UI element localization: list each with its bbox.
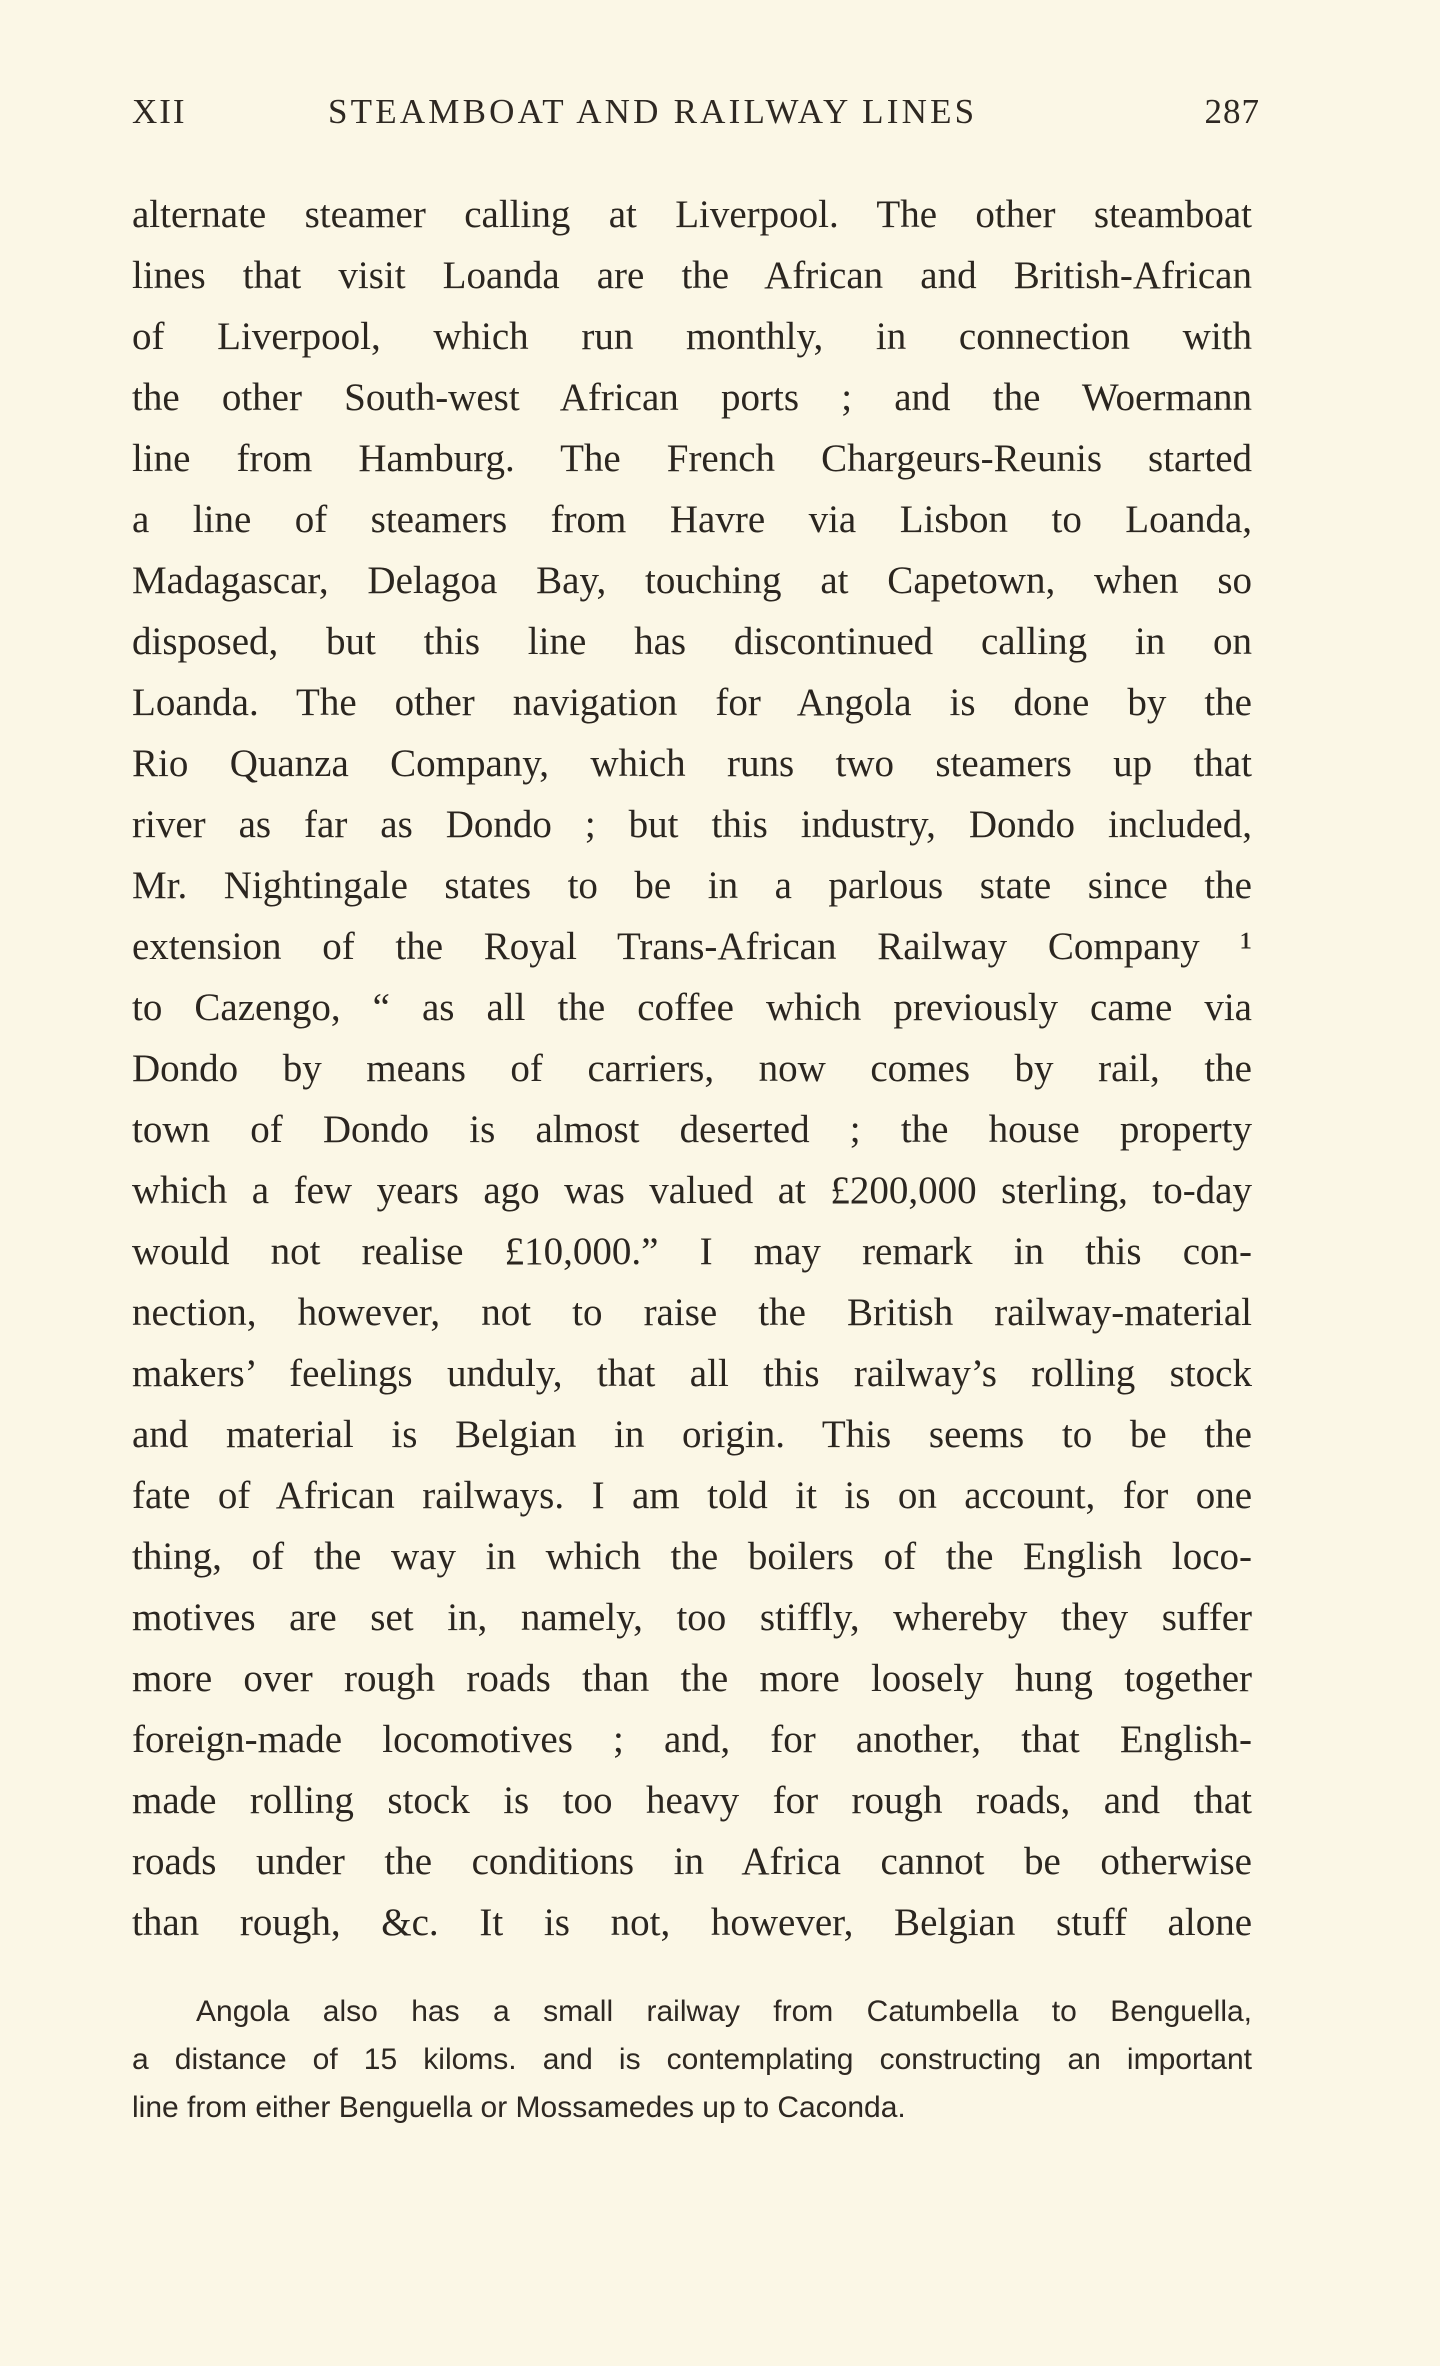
text-line: extension of the Royal Trans-African Railway Company ¹: [132, 925, 1252, 968]
text-line: would not realise £10,000.” I may remark in this con-: [132, 1230, 1252, 1273]
running-header: [132, 92, 1260, 152]
chapter-number: XII: [132, 92, 187, 131]
text-line: town of Dondo is almost deserted ; the house property: [132, 1108, 1252, 1151]
footnote-line: line from either Benguella or Mossamedes up to Caconda.: [132, 2091, 906, 2124]
text-line: than rough, &c. It is not, however, Belgian stuff alone: [132, 1901, 1252, 1944]
text-line: disposed, but this line has discontinued calling in on: [132, 620, 1252, 663]
text-line: motives are set in, namely, too stiffly, whereby they suffer: [132, 1596, 1252, 1639]
text-line: makers’ feelings unduly, that all this railway’s rolling stock: [132, 1352, 1252, 1395]
text-line: and material is Belgian in origin. This seems to be the: [132, 1413, 1252, 1456]
text-line: a line of steamers from Havre via Lisbon to Loanda,: [132, 498, 1252, 541]
text-line: line from Hamburg. The French Chargeurs-Reunis started: [132, 437, 1252, 480]
running-title: STEAMBOAT AND RAILWAY LINES: [328, 92, 978, 131]
text-line: fate of African railways. I am told it is on account, for one: [132, 1474, 1252, 1517]
text-line: Madagascar, Delagoa Bay, touching at Capetown, when so: [132, 559, 1252, 602]
text-line: Loanda. The other navigation for Angola is done by the: [132, 681, 1252, 724]
text-line: the other South-west African ports ; and the Woermann: [132, 376, 1252, 419]
text-line: Rio Quanza Company, which runs two steamers up that: [132, 742, 1252, 785]
text-line: Mr. Nightingale states to be in a parlous state since the: [132, 864, 1252, 907]
main-text: [132, 184, 1252, 1953]
text-line: to Cazengo, “ as all the coffee which previously came via: [132, 986, 1252, 1029]
text-line: thing, of the way in which the boilers of the English loco-: [132, 1535, 1252, 1578]
text-line: made rolling stock is too heavy for rough roads, and that: [132, 1779, 1252, 1822]
text-line: Dondo by means of carriers, now comes by rail, the: [132, 1047, 1252, 1090]
text-line: more over rough roads than the more loosely hung together: [132, 1657, 1252, 1700]
footnote-line: a distance of 15 kiloms. and is contemplating constructing an important: [132, 2043, 1252, 2076]
text-line: lines that visit Loanda are the African and British-African: [132, 254, 1252, 297]
text-line: roads under the conditions in Africa cannot be otherwise: [132, 1840, 1252, 1883]
text-line: of Liverpool, which run monthly, in connection with: [132, 315, 1252, 358]
text-line: alternate steamer calling at Liverpool. The other steamboat: [132, 193, 1252, 236]
text-line: nection, however, not to raise the British railway-material: [132, 1291, 1252, 1334]
footnote: [132, 1988, 1252, 2132]
text-line: which a few years ago was valued at £200,000 sterling, to-day: [132, 1169, 1252, 1212]
page-number: 287: [1204, 92, 1260, 131]
text-line: foreign-made locomotives ; and, for another, that English-: [132, 1718, 1252, 1761]
text-line: river as far as Dondo ; but this industry, Dondo included,: [132, 803, 1252, 846]
footnote-line: Angola also has a small railway from Catumbella to Benguella,: [196, 1995, 1252, 2028]
